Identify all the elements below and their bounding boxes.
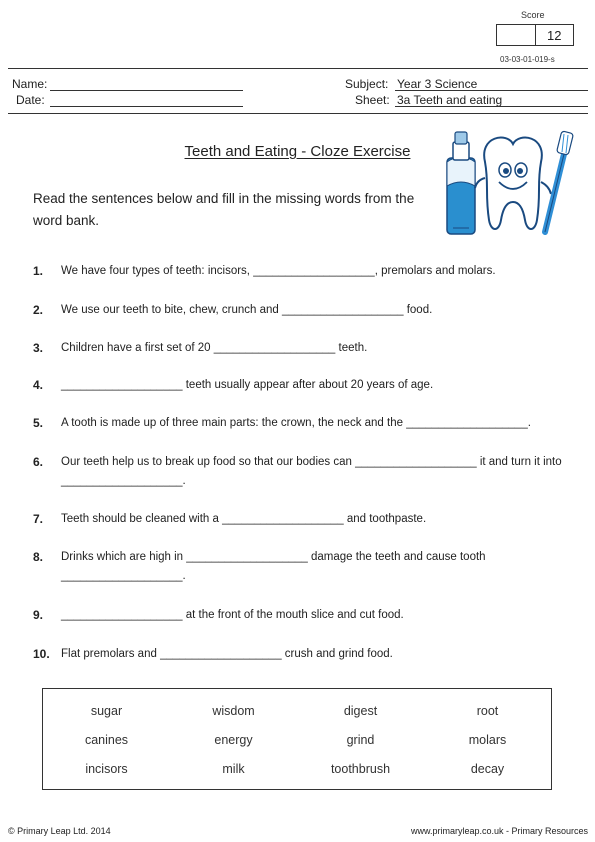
- question-number: 10.: [33, 647, 50, 661]
- subject-underline: [395, 90, 588, 91]
- answer-blank[interactable]: ___________________: [61, 609, 183, 621]
- score-label: Score: [521, 10, 545, 20]
- word-bank-item: molars: [468, 733, 507, 747]
- header-top-rule: [8, 68, 588, 69]
- score-cell-total: 12: [535, 25, 574, 45]
- answer-blank[interactable]: ___________________: [61, 475, 183, 487]
- answer-blank[interactable]: ___________________: [186, 551, 308, 563]
- word-bank-item: root: [476, 704, 499, 718]
- worksheet-code: 03-03-01-019-s: [500, 55, 555, 64]
- question-number: 2.: [33, 303, 44, 317]
- question-number: 8.: [33, 550, 44, 564]
- answer-blank[interactable]: ___________________: [61, 570, 183, 582]
- question-number: 1.: [33, 264, 44, 278]
- worksheet-title: Teeth and Eating - Cloze Exercise: [184, 143, 411, 160]
- score-cell-empty: [497, 25, 535, 45]
- answer-blank[interactable]: ___________________: [222, 513, 344, 525]
- word-bank-item: wisdom: [212, 704, 255, 718]
- name-field[interactable]: [50, 90, 243, 91]
- word-bank-item: canines: [84, 733, 129, 747]
- question-number: 6.: [33, 455, 44, 469]
- toothbrush-icon: [545, 131, 573, 232]
- word-bank-item: milk: [222, 762, 245, 776]
- word-bank-item: toothbrush: [330, 762, 391, 776]
- sheet-underline: [395, 106, 588, 107]
- tooth-mascot-illustration: [433, 128, 578, 240]
- word-bank-item: energy: [214, 733, 253, 747]
- question-number: 3.: [33, 341, 44, 355]
- sheet-label: Sheet:: [355, 93, 390, 107]
- answer-blank[interactable]: ___________________: [61, 379, 183, 391]
- copyright-footer: © Primary Leap Ltd. 2014: [8, 826, 111, 836]
- question-number: 4.: [33, 378, 44, 392]
- word-bank-item: digest: [343, 704, 378, 718]
- header-bottom-rule: [8, 113, 588, 114]
- answer-blank[interactable]: ___________________: [406, 417, 528, 429]
- answer-blank[interactable]: ___________________: [281, 304, 404, 316]
- date-label: Date:: [16, 93, 45, 107]
- date-field[interactable]: [50, 106, 243, 107]
- score-box: [496, 24, 574, 46]
- answer-blank[interactable]: ___________________: [355, 456, 477, 468]
- word-bank-item: grind: [346, 733, 375, 747]
- word-bank-item: decay: [470, 762, 505, 776]
- question-number: 9.: [33, 608, 44, 622]
- word-bank-item: incisors: [85, 762, 128, 776]
- website-footer: www.primaryleap.co.uk - Primary Resources: [410, 826, 588, 836]
- answer-blank[interactable]: ___________________: [213, 342, 336, 354]
- answer-blank[interactable]: ___________________: [253, 265, 375, 277]
- word-bank: [42, 688, 552, 790]
- name-label: Name:: [12, 77, 48, 91]
- subject-label: Subject:: [345, 77, 389, 91]
- sheet-value: 3a Teeth and eating: [397, 93, 503, 107]
- instructions: Read the sentences below and fill in the missing words from the word bank.: [33, 191, 415, 228]
- word-bank-item: sugar: [90, 704, 123, 718]
- subject-value: Year 3 Science: [397, 77, 478, 91]
- smiling-tooth-icon: [475, 138, 551, 229]
- question-number: 7.: [33, 512, 44, 526]
- question-number: 5.: [33, 416, 44, 430]
- toothpaste-tube-icon: [447, 132, 475, 234]
- answer-blank[interactable]: ___________________: [160, 648, 282, 660]
